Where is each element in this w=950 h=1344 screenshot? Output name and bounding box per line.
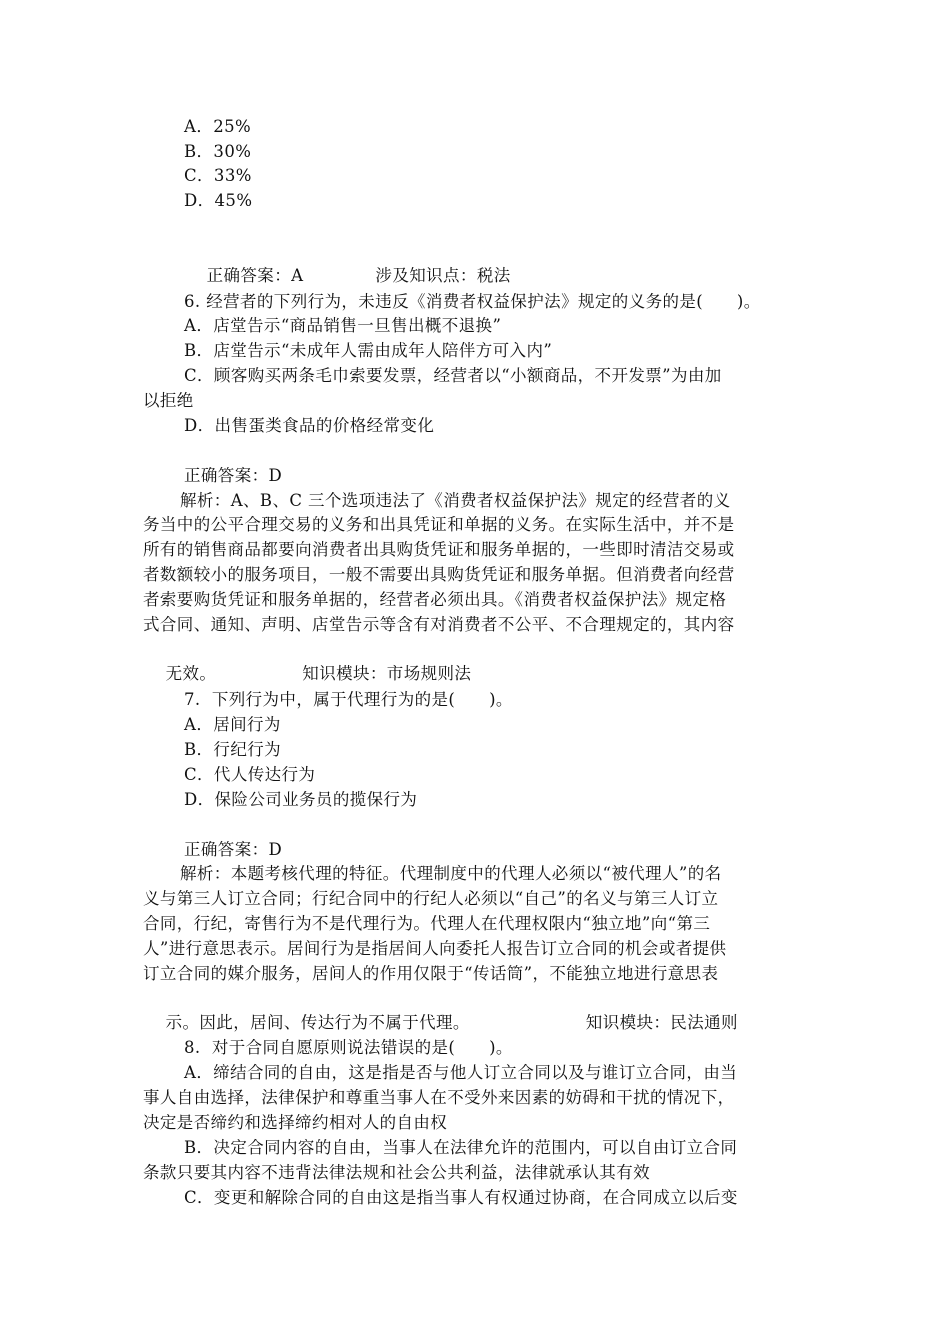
q6-module: 知识模块：市场规则法	[302, 664, 472, 683]
q5-option-c: C．33%	[184, 166, 252, 185]
q5-answer: 正确答案：A	[206, 266, 304, 285]
q7-analysis-line: 解析：本题考核代理的特征。代理制度中的代理人必须以“被代理人”的名	[180, 864, 722, 883]
q7-option-b: B．行纪行为	[184, 740, 282, 759]
q8-option-a-cont: 事人自由选择，法律保护和尊重当事人在不受外来因素的妨碍和干扰的情况下，	[143, 1088, 735, 1107]
q8-option-b: B．决定合同内容的自由，当事人在法律允许的范围内，可以自由订立合同	[184, 1138, 738, 1157]
q7-option-a: A．居间行为	[184, 715, 281, 734]
q7-analysis-line: 订立合同的媒介服务，居间人的作用仅限于“传话筒”，不能独立地进行意思表	[143, 964, 719, 983]
q6-analysis-line: 式合同、通知、声明、店堂告示等含有对消费者不公平、不合理规定的，其内容	[143, 615, 735, 634]
q6-option-c-cont: 以拒绝	[143, 391, 194, 410]
q6-analysis-line: 无效。	[165, 664, 217, 683]
q6-option-d: D．出售蛋类食品的价格经常变化	[184, 416, 435, 435]
q6-analysis-line: 者数额较小的服务项目，一般不需要出具购货凭证和服务单据。但消费者向经营	[143, 565, 735, 584]
q8-option-c: C．变更和解除合同的自由这是指当事人有权通过协商，在合同成立以后变	[184, 1188, 738, 1207]
q5-topic: 涉及知识点：税法	[375, 266, 511, 285]
q6-analysis-line: 者索要购货凭证和服务单据的，经营者必须出具。《消费者权益保护法》规定格	[143, 590, 727, 609]
q8-question: 8. 对于合同自愿原则说法错误的是( )。	[184, 1038, 513, 1057]
q7-option-c: C．代人传达行为	[184, 765, 316, 784]
q6-option-b: B．店堂告示“未成年人需由成年人陪伴方可入内”	[184, 341, 553, 360]
q6-answer: 正确答案：D	[184, 466, 283, 485]
q7-analysis-line: 示。因此，居间、传达行为不属于代理。	[165, 1013, 470, 1032]
q5-option-a: A．25%	[184, 117, 252, 136]
q7-analysis-line: 义与第三人订立合同；行纪合同中的行纪人必须以“自己”的名义与第三人订立	[143, 889, 719, 908]
q6-analysis-line: 所有的销售商品都要向消费者出具购货凭证和服务单据的，一些即时清洁交易或	[143, 540, 735, 559]
q6-analysis-line: 解析：A、B、C 三个选项违法了《消费者权益保护法》规定的经营者的义	[180, 491, 731, 510]
q5-option-b: B．30%	[184, 142, 252, 161]
q6-option-a: A．店堂告示“商品销售一旦售出概不退换”	[184, 316, 502, 335]
q8-option-a-cont: 决定是否缔约和选择缔约相对人的自由权	[143, 1113, 448, 1132]
q7-option-d: D．保险公司业务员的揽保行为	[184, 790, 418, 809]
q8-option-a: A．缔结合同的自由，这是指是否与他人订立合同以及与谁订立合同，由当	[184, 1063, 738, 1082]
q7-module: 知识模块：民法通则	[585, 1013, 738, 1032]
q7-question: 7. 下列行为中，属于代理行为的是( )。	[184, 690, 513, 709]
q7-answer: 正确答案：D	[184, 840, 283, 859]
q6-analysis-line: 务当中的公平合理交易的义务和出具凭证和单据的义务。在实际生活中，并不是	[143, 515, 735, 534]
q8-option-b-cont: 条款只要其内容不违背法律法规和社会公共利益，法律就承认其有效	[143, 1163, 650, 1182]
q6-question: 6. 经营者的下列行为，未违反《消费者权益保护法》规定的义务的是( )。	[184, 292, 761, 311]
q7-analysis-line: 合同，行纪，寄售行为不是代理行为。代理人在代理权限内“独立地”向“第三	[143, 914, 711, 933]
q5-option-d: D．45%	[184, 191, 253, 210]
q7-analysis-line: 人”进行意思表示。居间行为是指居间人向委托人报告订立合同的机会或者提供	[143, 939, 727, 958]
q6-option-c: C．顾客购买两条毛巾索要发票，经营者以“小额商品，不开发票”为由加	[184, 366, 722, 385]
